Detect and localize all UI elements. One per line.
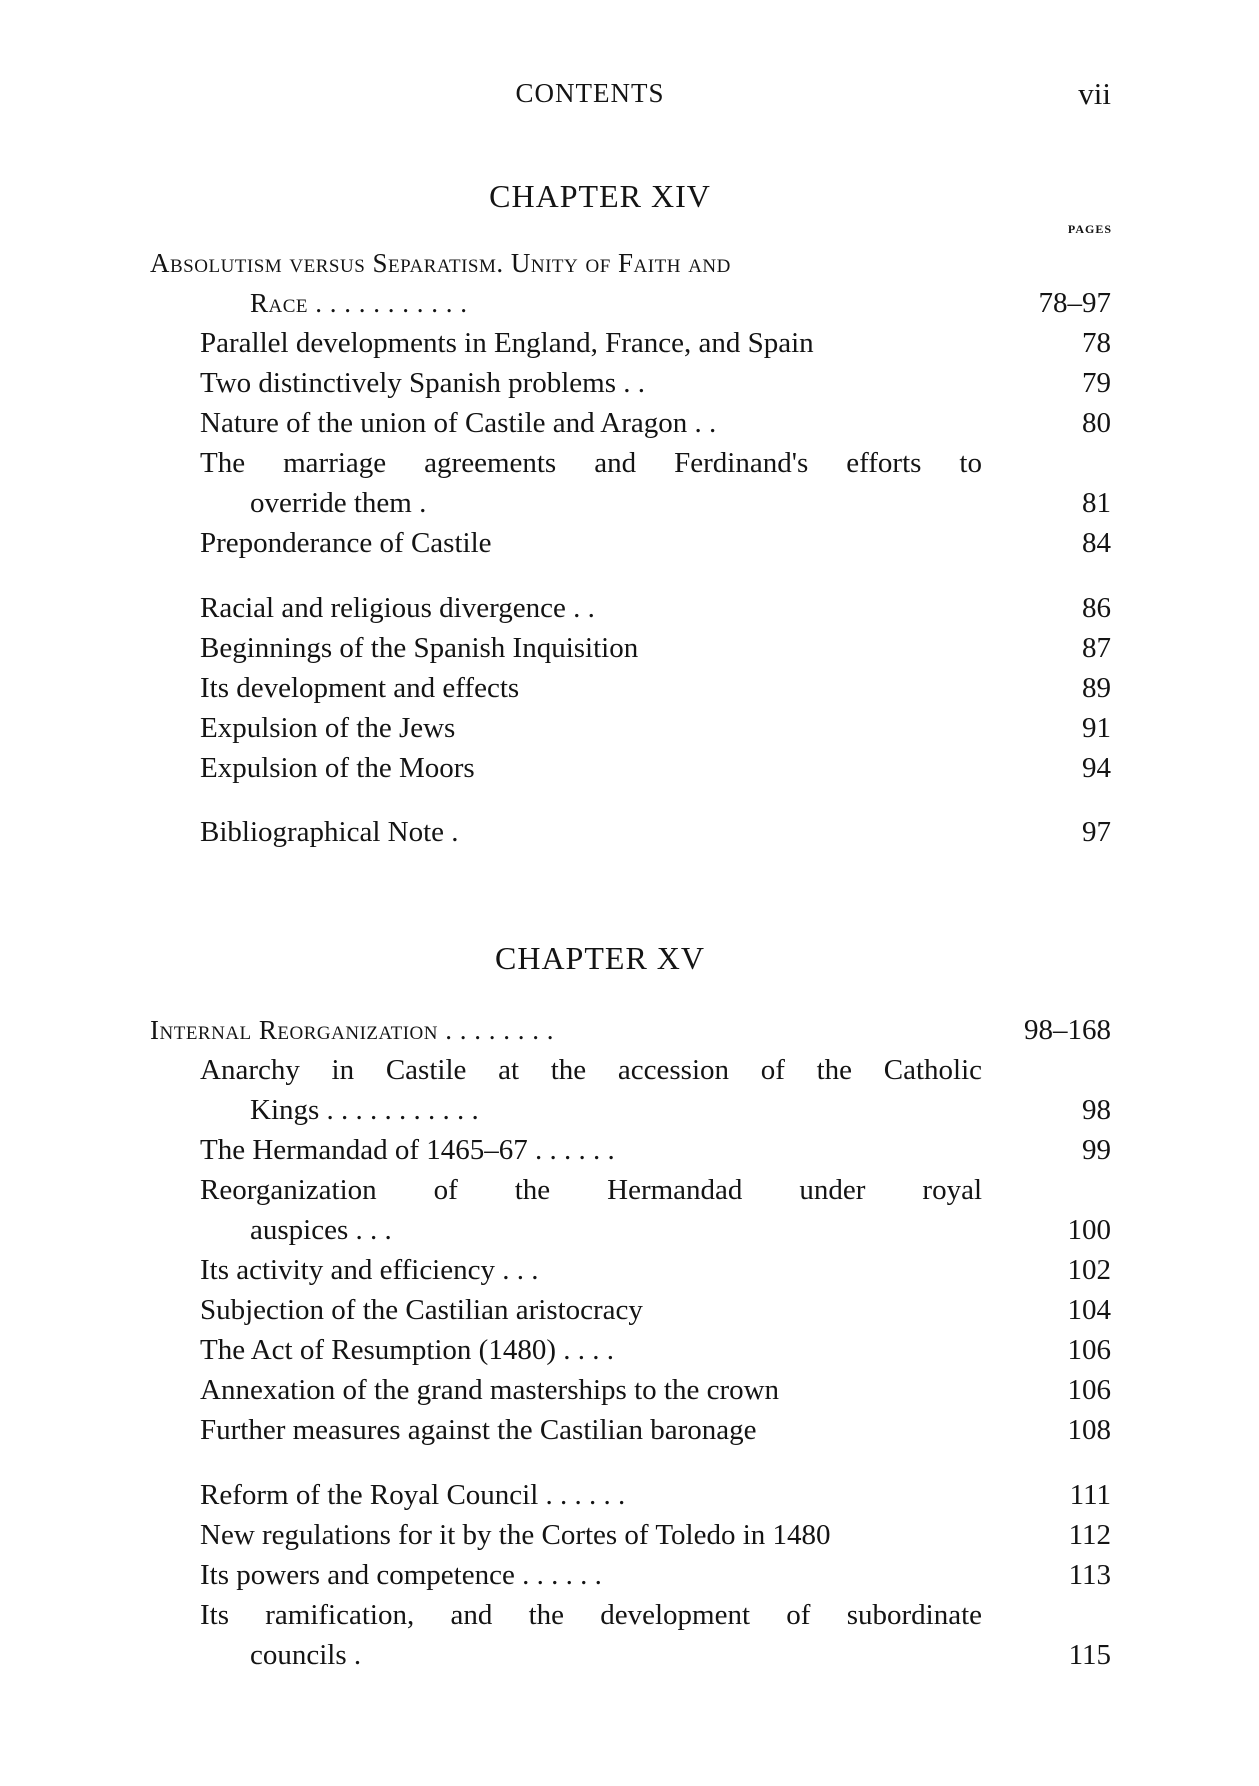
chapter-title-line: Internal Reorganization . . . . . . . . — [150, 1015, 554, 1045]
toc-page: 106 — [1067, 1334, 1111, 1366]
toc-entry: Reform of the Royal Council . . . . . . — [200, 1479, 626, 1511]
toc-entry: New regulations for it by the Cortes of Toledo in 1480 — [200, 1519, 831, 1551]
toc-page: 108 — [1067, 1414, 1111, 1446]
toc-page: 113 — [1068, 1559, 1111, 1591]
toc-page: 97 — [1082, 816, 1111, 848]
toc-page: 91 — [1082, 712, 1111, 744]
toc-entry: Subjection of the Castilian aristocracy — [200, 1294, 643, 1326]
toc-page: 94 — [1082, 752, 1111, 784]
chapter-title-line: Absolutism versus Separatism. Unity of Faith and — [150, 248, 731, 278]
chapter-page-range: 98–168 — [1024, 1014, 1111, 1046]
toc-page: 104 — [1067, 1294, 1111, 1326]
toc-entry: Expulsion of the Jews — [200, 712, 456, 744]
toc-page: 115 — [1068, 1639, 1111, 1671]
toc-entry-continuation: Kings . . . . . . . . . . . — [250, 1094, 479, 1126]
page-number: vii — [1078, 76, 1111, 111]
toc-entry: Reorganization of the Hermandad under royal — [200, 1174, 982, 1206]
toc-entry: Its ramification, and the development of subordinate — [200, 1599, 982, 1631]
toc-entry: The Hermandad of 1465–67 . . . . . . — [200, 1134, 615, 1166]
toc-entry-continuation: override them . — [250, 487, 427, 519]
running-title: CONTENTS — [515, 78, 665, 108]
toc-page: 81 — [1082, 487, 1111, 519]
toc-page: 99 — [1082, 1134, 1111, 1166]
toc-page: 111 — [1069, 1479, 1111, 1511]
toc-entry: Further measures against the Castilian baronage — [200, 1414, 757, 1446]
toc-entry: Beginnings of the Spanish Inquisition — [200, 632, 639, 664]
toc-page: 87 — [1082, 632, 1111, 664]
toc-entry: Its activity and efficiency . . . — [200, 1254, 539, 1286]
toc-entry: Two distinctively Spanish problems . . — [200, 367, 646, 399]
toc-page: 79 — [1082, 367, 1111, 399]
chapter-heading: CHAPTER XV — [494, 940, 705, 976]
toc-entry: Annexation of the grand masterships to the crown — [200, 1374, 780, 1406]
toc-page: 80 — [1082, 407, 1111, 439]
toc-entry: Nature of the union of Castile and Aragon . . — [200, 407, 717, 439]
toc-entry: The Act of Resumption (1480) . . . . — [200, 1334, 615, 1366]
toc-page: 112 — [1068, 1519, 1111, 1551]
toc-entry: Anarchy in Castile at the accession of the Catholic — [200, 1054, 982, 1086]
toc-page: 102 — [1067, 1254, 1111, 1286]
toc-entry-continuation: auspices . . . — [250, 1214, 392, 1246]
toc-page: 86 — [1082, 592, 1111, 624]
toc-page: 78 — [1082, 327, 1111, 359]
toc-page: 84 — [1082, 527, 1111, 559]
toc-entry: Parallel developments in England, France, and Spain — [200, 327, 814, 359]
chapter-page-range: 78–97 — [1038, 287, 1111, 319]
toc-entry: Expulsion of the Moors — [200, 752, 475, 784]
toc-entry: Racial and religious divergence . . — [200, 592, 595, 624]
toc-entry: Its powers and competence . . . . . . — [200, 1559, 602, 1591]
toc-entry-continuation: councils . — [250, 1639, 362, 1671]
toc-page: 100 — [1067, 1214, 1111, 1246]
toc-page: 106 — [1067, 1374, 1111, 1406]
toc-entry: Bibliographical Note . — [200, 816, 459, 848]
toc-entry: Preponderance of Castile — [200, 527, 492, 559]
toc-page: 89 — [1082, 672, 1111, 704]
toc-entry: Its development and effects — [200, 672, 520, 704]
chapter-title-line: Race . . . . . . . . . . . — [250, 288, 468, 318]
pages-column-label: PAGES — [1067, 222, 1112, 236]
toc-page: 98 — [1082, 1094, 1111, 1126]
chapter-heading: CHAPTER XIV — [489, 178, 711, 214]
toc-entry: The marriage agreements and Ferdinand's efforts to — [200, 447, 982, 479]
